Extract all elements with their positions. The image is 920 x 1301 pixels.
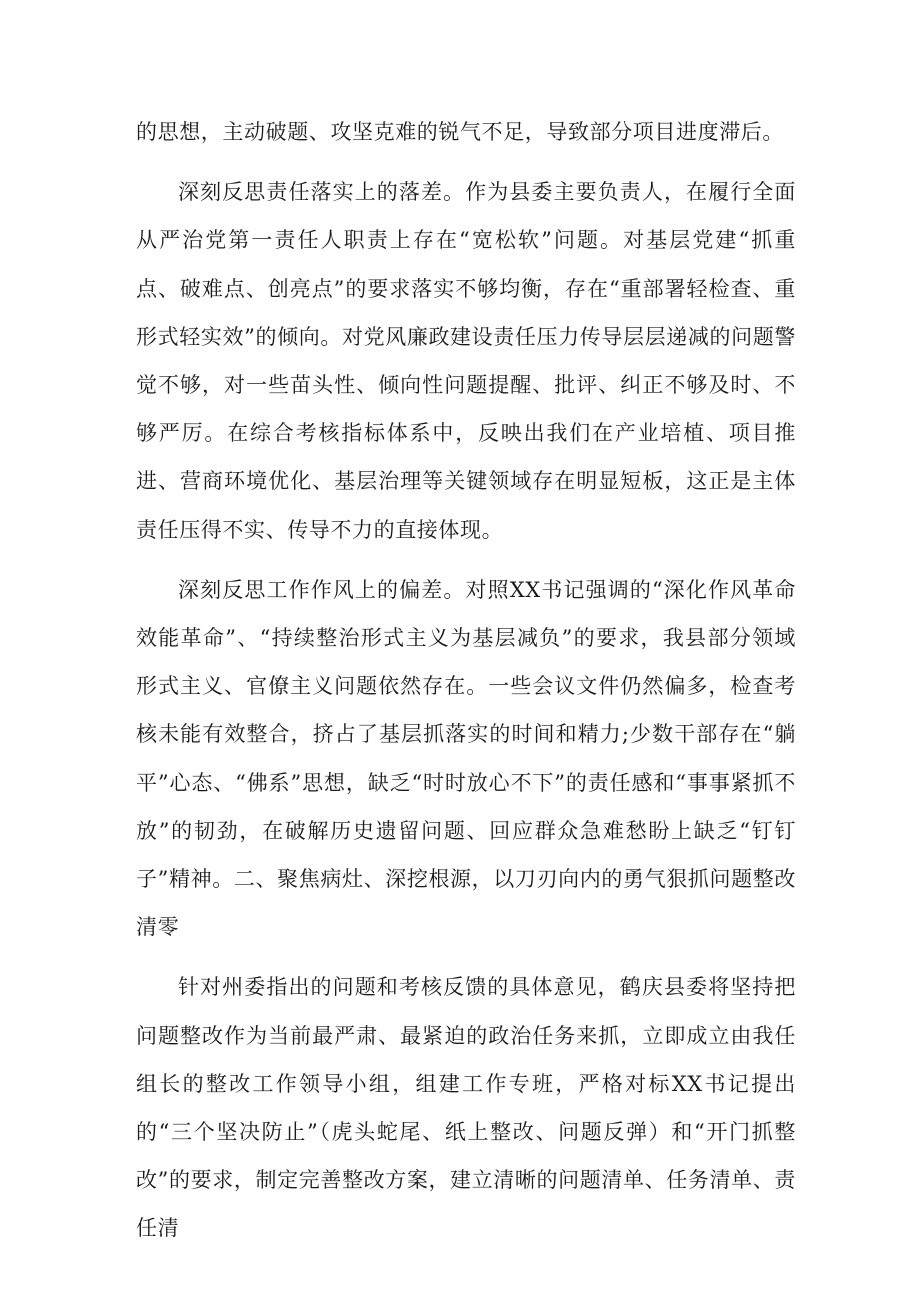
paragraph-responsibility: 深刻反思责任落实上的落差。作为县委主要负责人，在履行全面从严治党第一责任人职责上存在“宽松软”问题。对基层党建“抓重点、破难点、创亮点”的要求落实不够均衡，存在“重部署轻检查、重形式轻实效”的倾向。对党风廉政建设责任压力传导层层递减的问题警觉不够，对一些苗头性、倾向性问题提醒、批评、纠正不够及时、不够严厉。在综合考核指标体系中，反映出我们在产业培植、项目推进、营商环境优化、基层治理等关键领域存在明显短板，这正是主体责任压得不实、传导不力的直接体现。 xyxy=(136,180,796,542)
paragraph-continuation: 的思想，主动破题、攻坚克难的锐气不足，导致部分项目进度滞后。 xyxy=(136,120,784,144)
paragraph-rectification: 针对州委指出的问题和考核反馈的具体意见，鹤庆县委将坚持把问题整改作为当前最严肃、最紧迫的政治任务来抓，立即成立由我任组长的整改工作领导小组，组建工作专班，严格对标XX书记提出的“三个坚决防止”（虎头蛇尾、纸上整改、问题反弹）和“开门抓整改”的要求，制定完善整改方案，建立清晰的问题清单、任务清单、责任清 xyxy=(136,975,796,1241)
paragraph-work-style: 深刻反思工作作风上的偏差。对照XX书记强调的“深化作风革命效能革命”、“持续整治形式主义为基层减负”的要求，我县部分领域形式主义、官僚主义问题依然存在。一些会议文件仍然偏多，检查考核未能有效整合，挤占了基层抓落实的时间和精力;少数干部存在“躺平”心态、“佛系”思想，缺乏“时时放心不下”的责任感和“事事紧抓不放”的韧劲，在破解历史遗留问题、回应群众急难愁盼上缺乏“钉钉子”精神。二、聚焦病灶、深挖根源，以刀刃向内的勇气狠抓问题整改清零 xyxy=(136,577,796,940)
document-body xyxy=(136,108,796,1265)
